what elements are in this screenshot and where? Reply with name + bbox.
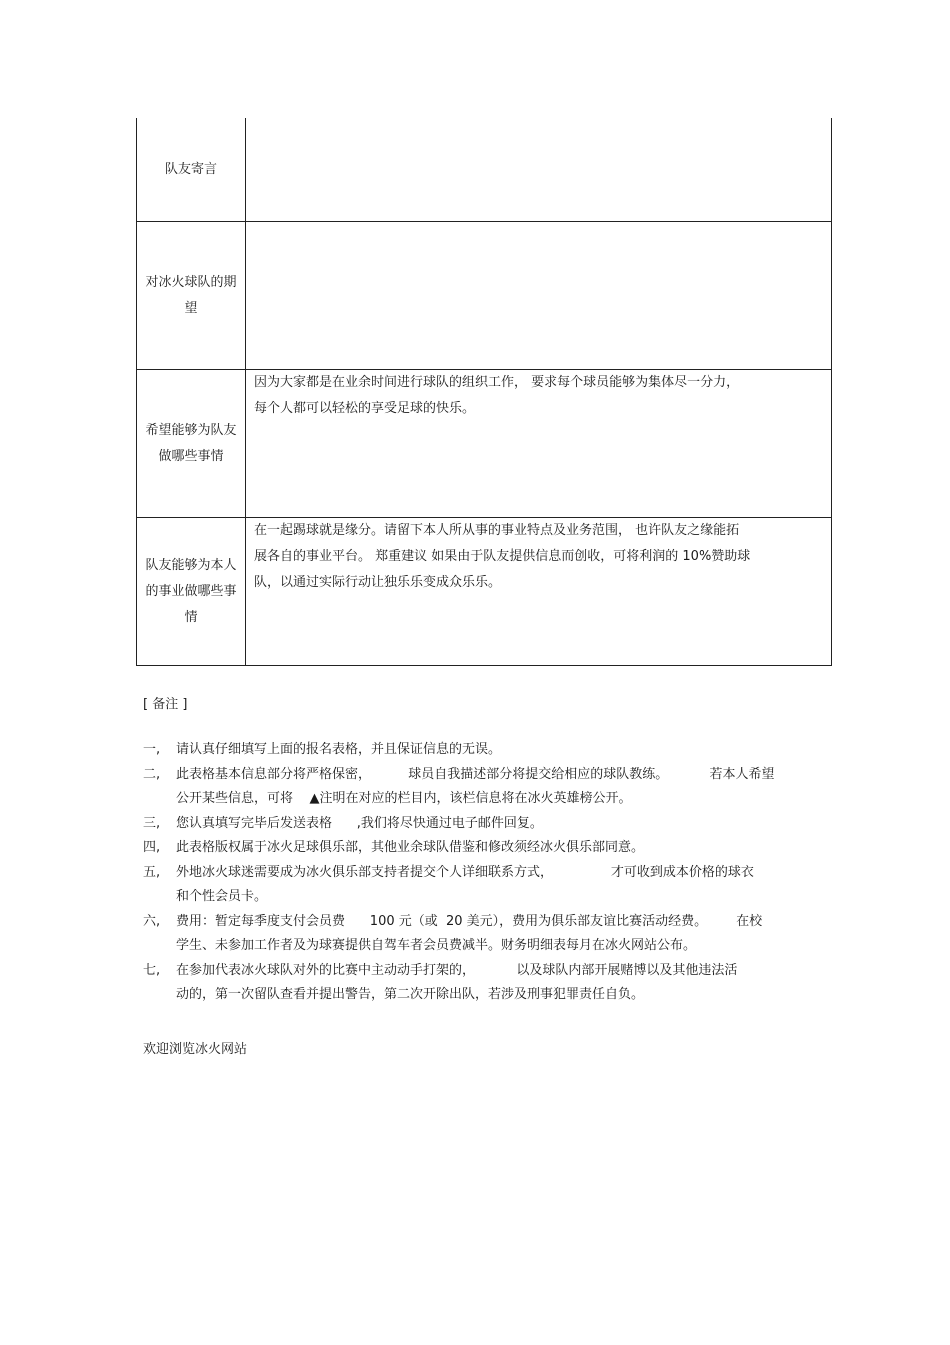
form-row-team-expectation [137,222,832,370]
notes-heading: [ 备注 ] [143,697,188,712]
form-row-career-help [137,518,832,666]
note-text: 外地冰火球迷需要成为冰火俱乐部支持者提交个人详细联系方式， 才可收到成本价格的球衣 和个性会员卡。 [176,864,754,904]
note-item [143,763,823,812]
row-content-empty [246,118,832,222]
note-number: 六, [143,913,161,929]
row-label: 队友寄言 [137,118,246,222]
note-item [143,812,823,837]
note-text: 在参加代表冰火球队对外的比赛中主动动手打架的， 以及球队内部开展赌博以及其他违法活 动的，第一次留队查看并提出警告，第二次开除出队，若涉及刑事犯罪责任自负。 [176,962,738,1002]
note-item [143,861,823,910]
form-row-teammate-message [137,118,832,222]
content-line: 展各自的事业平台。 郑重建议 如果由于队友提供信息而创收，可将利润的 10%赞助球 [254,549,751,564]
registration-form-table [136,118,832,666]
note-number: 五, [143,864,161,880]
footer-text: 欢迎浏览冰火网站 [143,1042,248,1057]
row-label: 对冰火球队的期望 [137,222,246,370]
note-number: 七, [143,962,161,978]
note-number: 一, [143,742,161,757]
note-text: 请认真仔细填写上面的报名表格，并且保证信息的无误。 [176,742,502,757]
content-line: 每个人都可以轻松的享受足球的快乐。 [254,401,476,416]
note-item [143,910,823,959]
content-line: 在一起踢球就是缘分。请留下本人所从事的事业特点及业务范围， 也许队友之缘能拓 [254,523,740,538]
form-row-help-teammates [137,370,832,518]
note-text: 您认真填写完毕后发送表格 ,我们将尽快通过电子邮件回复。 [176,815,543,831]
note-number: 四, [143,840,161,855]
note-text: 费用：暂定每季度支付会员费 100 元（或 20 美元），费用为俱乐部友谊比赛活动经费。 在校 学生、未参加工作者及为球赛提供自驾车者会员费减半。财务明细表每月在冰火网站公布。 [176,913,763,953]
note-item [143,738,823,763]
note-text: 此表格基本信息部分将严格保密， 球员自我描述部分将提交给相应的球队教练。 若本人希望 公开某些信息，可将 ▲注明在对应的栏目内，该栏信息将在冰火英雄榜公开。 [176,766,775,806]
row-content-empty [246,222,832,370]
content-line: 队，以通过实际行动让独乐乐变成众乐乐。 [254,575,502,590]
note-item [143,959,823,1008]
note-number: 二, [143,766,161,782]
content-line: 因为大家都是在业余时间进行球队的组织工作， 要求每个球员能够为集体尽一分力， [254,375,740,390]
row-label: 希望能够为队友做哪些事情 [137,370,246,518]
note-item [143,836,823,861]
row-label: 队友能够为本人的事业做哪些事情 [137,518,246,666]
notes-list [143,738,823,1008]
note-text: 此表格版权属于冰火足球俱乐部，其他业余球队借鉴和修改须经冰火俱乐部同意。 [176,840,645,855]
note-number: 三, [143,815,161,831]
row-content [246,518,832,666]
row-content [246,370,832,518]
